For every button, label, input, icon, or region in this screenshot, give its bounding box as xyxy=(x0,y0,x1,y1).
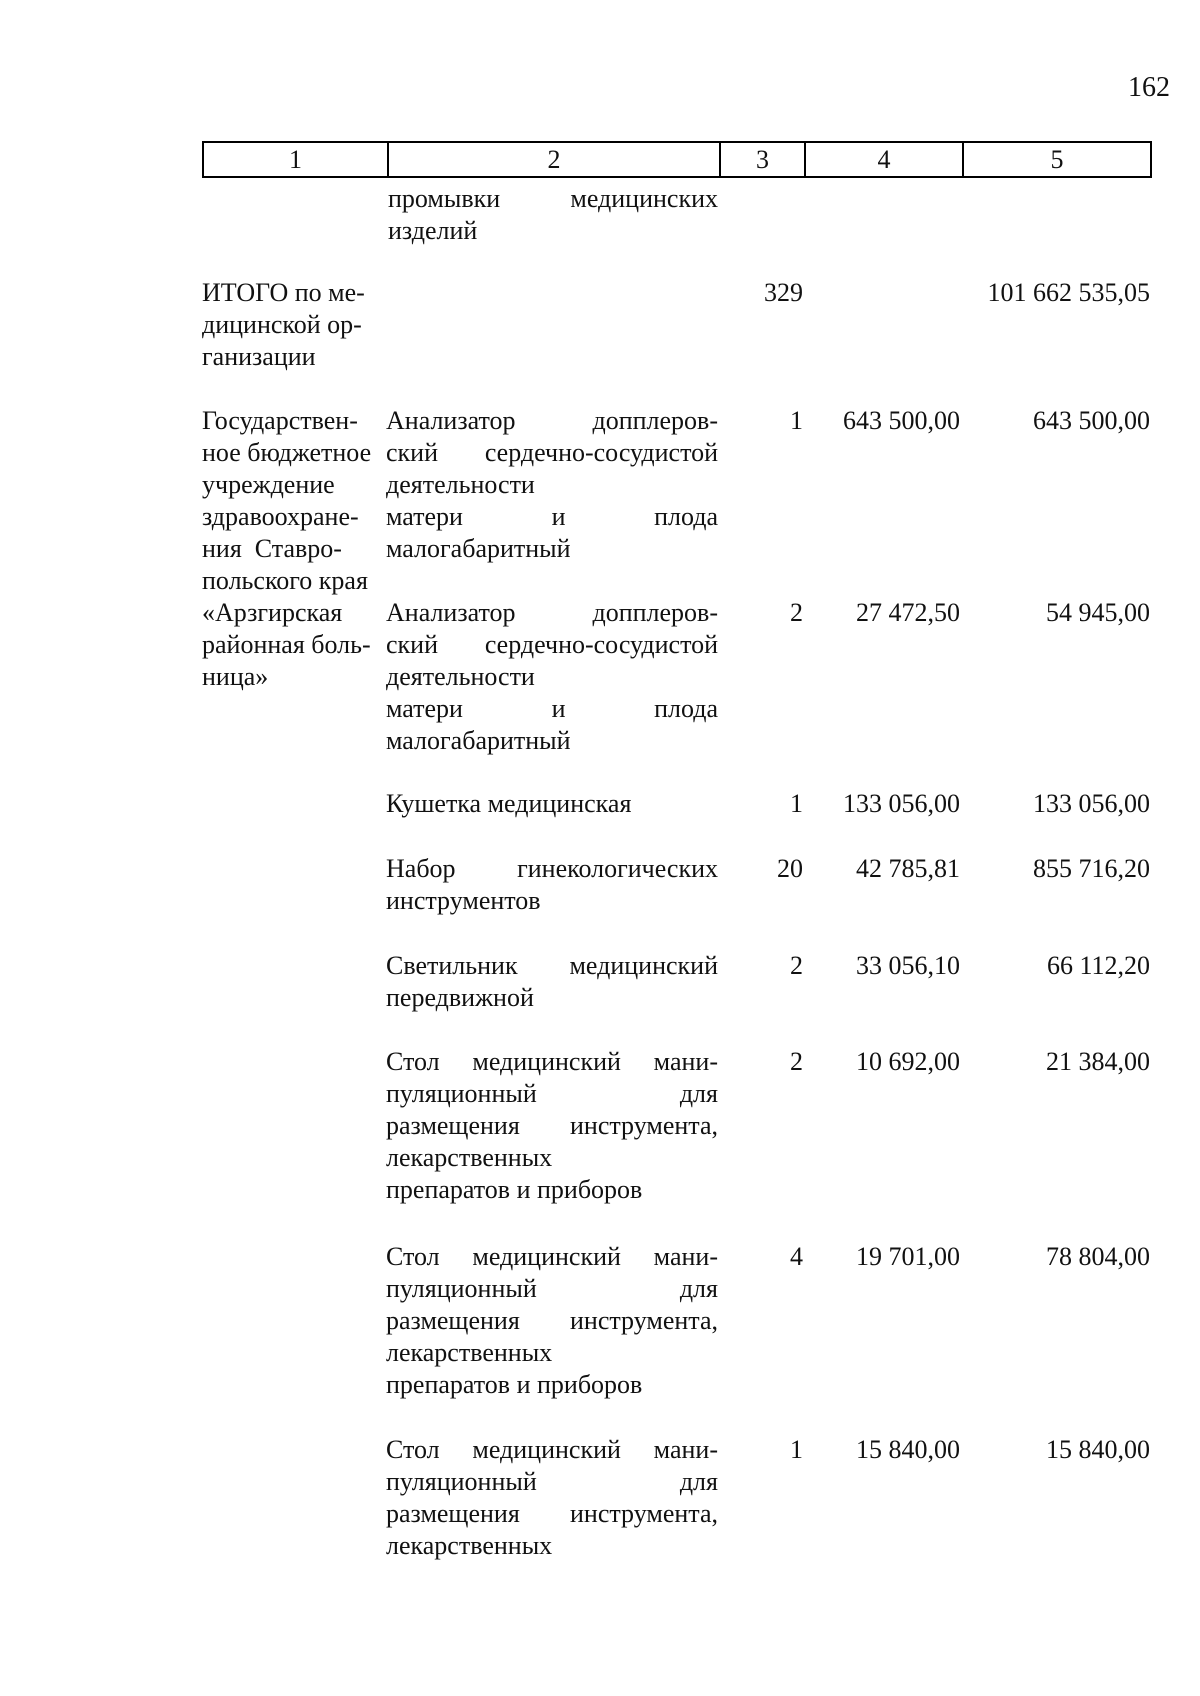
header-col-1: 1 xyxy=(289,145,302,174)
item-name-word: медицинский xyxy=(569,951,718,980)
page-number: 162 xyxy=(1128,72,1170,103)
item-name-word: Кушетка медицинская xyxy=(386,789,632,818)
item-name-word: размещения xyxy=(386,1306,520,1335)
item-name-word: инструментов xyxy=(386,886,541,915)
org-line: польского края xyxy=(202,566,368,595)
item-name-word: медицинский xyxy=(472,1047,621,1076)
item-name-word: ский xyxy=(386,438,438,467)
item-name-word: инструмента, xyxy=(570,1111,718,1140)
item-name-line xyxy=(386,1046,718,1078)
item-name-line xyxy=(386,405,718,437)
item-name-word: медицинский xyxy=(472,1242,621,1271)
org-line: ница» xyxy=(202,662,269,691)
item-name-line xyxy=(386,1337,718,1369)
item-qty: 2 xyxy=(790,1047,803,1076)
total-label-line: ИТОГО по ме- xyxy=(202,278,365,307)
item-name-line xyxy=(386,1434,718,1466)
item-name-line xyxy=(386,1466,718,1498)
item-price: 643 500,00 xyxy=(843,406,960,435)
item-qty: 1 xyxy=(790,789,803,818)
item-name-word: малогабаритный xyxy=(386,534,571,563)
item-sum: 54 945,00 xyxy=(1046,598,1150,627)
item-qty: 4 xyxy=(790,1242,803,1271)
item-name-word: для xyxy=(679,1274,718,1303)
item-name-word: гинекологических xyxy=(517,854,718,883)
item-name-word: Стол xyxy=(386,1435,440,1464)
header-col-3: 3 xyxy=(756,145,769,174)
continuation-word: промывки xyxy=(388,184,501,213)
item-price: 19 701,00 xyxy=(856,1242,960,1271)
continuation-word: медицинских xyxy=(570,184,718,213)
item-name-word: пуляционный xyxy=(386,1274,537,1303)
item-name-line xyxy=(386,1369,718,1401)
org-line: Государствен- xyxy=(202,406,358,435)
item-name-word: плода xyxy=(654,502,718,531)
table-header xyxy=(202,141,1152,178)
item-name-word: размещения xyxy=(386,1111,520,1140)
org-line: ния Ставро- xyxy=(202,534,342,563)
continuation-line xyxy=(388,183,718,215)
item-name-line xyxy=(386,1498,718,1530)
item-price: 33 056,10 xyxy=(856,951,960,980)
item-name-word: пуляционный xyxy=(386,1079,537,1108)
item-name-word: медицинский xyxy=(472,1435,621,1464)
item-name-word: передвижной xyxy=(386,983,534,1012)
org-line: учреждение xyxy=(202,470,335,499)
item-sum: 15 840,00 xyxy=(1046,1435,1150,1464)
item-name-word: мани- xyxy=(653,1047,718,1076)
item-sum: 78 804,00 xyxy=(1046,1242,1150,1271)
item-price: 133 056,00 xyxy=(843,789,960,818)
item-name-word: для xyxy=(679,1079,718,1108)
item-name-word: деятельности xyxy=(386,662,535,691)
item-sum: 643 500,00 xyxy=(1033,406,1150,435)
item-name-word: инструмента, xyxy=(570,1306,718,1335)
item-name-word: лекарственных xyxy=(386,1143,553,1172)
item-name-word: и xyxy=(551,502,566,531)
item-name-line xyxy=(386,1142,718,1174)
item-name-line xyxy=(386,725,718,757)
item-name-word: Анализатор xyxy=(386,406,516,435)
item-name-line xyxy=(386,661,718,693)
item-name-line xyxy=(386,1110,718,1142)
item-name-word: деятельности xyxy=(386,470,535,499)
item-name-word: допплеров- xyxy=(592,406,718,435)
item-name-word: препаратов и приборов xyxy=(386,1175,643,1204)
item-name-line xyxy=(386,437,718,469)
item-name-word: плода xyxy=(654,694,718,723)
item-name-word: препаратов и приборов xyxy=(386,1370,643,1399)
item-price: 15 840,00 xyxy=(856,1435,960,1464)
item-name-line xyxy=(386,469,718,501)
org-line: ное бюджетное xyxy=(202,438,372,467)
item-price: 27 472,50 xyxy=(856,598,960,627)
item-name-word: и xyxy=(551,694,566,723)
total-sum: 101 662 535,05 xyxy=(987,278,1150,307)
item-name-word: пуляционный xyxy=(386,1467,537,1496)
item-name-line xyxy=(386,1305,718,1337)
item-name-line xyxy=(386,982,718,1014)
item-price: 10 692,00 xyxy=(856,1047,960,1076)
item-name-word: инструмента, xyxy=(570,1499,718,1528)
org-line: районная боль- xyxy=(202,630,371,659)
item-name-word: лекарственных xyxy=(386,1531,553,1560)
item-name-line xyxy=(386,950,718,982)
item-name-line xyxy=(386,788,718,820)
header-col-5: 5 xyxy=(1050,145,1064,174)
item-name-word: Анализатор xyxy=(386,598,516,627)
item-price: 42 785,81 xyxy=(856,854,960,883)
item-name-line xyxy=(386,1530,718,1562)
item-qty: 1 xyxy=(790,406,803,435)
item-sum: 21 384,00 xyxy=(1046,1047,1150,1076)
item-qty: 2 xyxy=(790,598,803,627)
org-line: «Арзгирская xyxy=(202,598,343,627)
item-name-line xyxy=(386,1241,718,1273)
item-name-line xyxy=(386,885,718,917)
org-line: здравоохране- xyxy=(202,502,359,531)
total-label-line: дицинской ор- xyxy=(202,310,362,339)
item-name-line xyxy=(386,693,718,725)
item-name-word: мани- xyxy=(653,1435,718,1464)
item-sum: 855 716,20 xyxy=(1033,854,1150,883)
item-name-line xyxy=(386,1078,718,1110)
item-name-line xyxy=(386,629,718,661)
item-name-word: матери xyxy=(386,502,463,531)
header-col-2: 2 xyxy=(547,145,561,174)
item-name-word: лекарственных xyxy=(386,1338,553,1367)
total-qty: 329 xyxy=(764,278,803,307)
header-col-4: 4 xyxy=(877,145,891,174)
item-name-line xyxy=(386,533,718,565)
item-sum: 66 112,20 xyxy=(1046,951,1150,980)
item-name-word: Светильник xyxy=(386,951,518,980)
item-name-word: малогабаритный xyxy=(386,726,571,755)
continuation-line: изделий xyxy=(388,216,478,245)
total-label-line: ганизации xyxy=(202,342,316,371)
item-name-word: сердечно-сосудистой xyxy=(484,438,718,467)
item-sum: 133 056,00 xyxy=(1033,789,1150,818)
item-name-word: матери xyxy=(386,694,463,723)
item-name-word: сердечно-сосудистой xyxy=(484,630,718,659)
item-name-word: Стол xyxy=(386,1242,440,1271)
item-name-word: для xyxy=(679,1467,718,1496)
item-qty: 20 xyxy=(777,854,803,883)
item-name-word: мани- xyxy=(653,1242,718,1271)
item-qty: 2 xyxy=(790,951,803,980)
item-name-line xyxy=(386,597,718,629)
item-qty: 1 xyxy=(790,1435,803,1464)
item-name-word: ский xyxy=(386,630,438,659)
item-name-line xyxy=(386,501,718,533)
item-name-line xyxy=(386,1273,718,1305)
item-name-word: Набор xyxy=(386,854,456,883)
item-name-word: допплеров- xyxy=(592,598,718,627)
item-name-word: размещения xyxy=(386,1499,520,1528)
item-name-word: Стол xyxy=(386,1047,440,1076)
item-name-line xyxy=(386,853,718,885)
item-name-line xyxy=(386,1174,718,1206)
